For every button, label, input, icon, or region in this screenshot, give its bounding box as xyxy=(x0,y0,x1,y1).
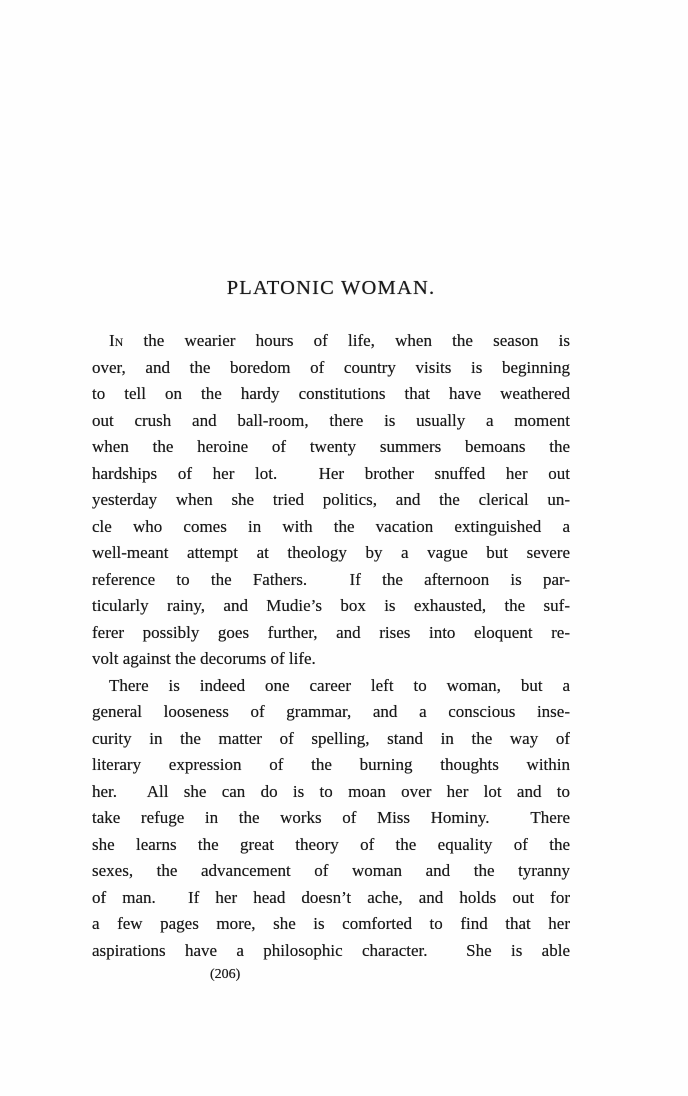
text-line: when the heroine of twenty summers bemoans the xyxy=(92,437,570,456)
text-column xyxy=(92,274,570,985)
text-line: ticularly rainy, and Mudie’s box is exhausted, the suf- xyxy=(92,596,570,615)
text-line: general looseness of grammar, and a conscious inse- xyxy=(92,702,570,721)
text-line: her. All she can do is to moan over her lot and to xyxy=(92,781,570,801)
text-line: hardships of her lot. Her brother snuffed her out xyxy=(92,463,570,483)
text-line: In the wearier hours of life, when the season is xyxy=(109,331,570,350)
text-line: literary expression of the burning thoughts within xyxy=(92,755,570,774)
text-line: cle who comes in with the vacation extinguished a xyxy=(92,516,570,536)
text-line: yesterday when she tried politics, and the clerical un- xyxy=(92,490,570,509)
text-line: a few pages more, she is comforted to find that her xyxy=(92,914,570,933)
body-text xyxy=(92,328,570,964)
smallcaps-lead-word: In xyxy=(109,331,124,350)
text-line: take refuge in the works of Miss Hominy. There xyxy=(92,808,570,827)
page-number: (206) xyxy=(210,967,241,982)
text-line: over, and the boredom of country visits is beginning xyxy=(92,357,570,377)
text-line: she learns the great theory of the equality of the xyxy=(92,834,570,854)
text-line: well-meant attempt at theology by a vague but severe xyxy=(92,543,570,562)
text-line: sexes, the advancement of woman and the tyranny xyxy=(92,861,570,880)
text-line: of man. If her head doesn’t ache, and holds out for xyxy=(92,887,570,907)
paragraph xyxy=(92,328,570,673)
text-line: reference to the Fathers. If the afternoon is par- xyxy=(92,569,570,589)
text-line: ferer possibly goes further, and rises into eloquent re- xyxy=(92,622,570,642)
text-line: to tell on the hardy constitutions that have weathered xyxy=(92,384,570,403)
text-line: volt against the decorums of life. xyxy=(92,649,316,668)
paragraph xyxy=(92,673,570,965)
text-line: There is indeed one career left to woman, but a xyxy=(109,675,570,695)
text-line: out crush and ball-room, there is usually a moment xyxy=(92,410,570,430)
chapter-title: PLATONIC WOMAN. xyxy=(226,277,436,299)
text-line: aspirations have a philosophic character. She is able xyxy=(92,940,570,960)
text-line: curity in the matter of spelling, stand in the way of xyxy=(92,728,570,748)
